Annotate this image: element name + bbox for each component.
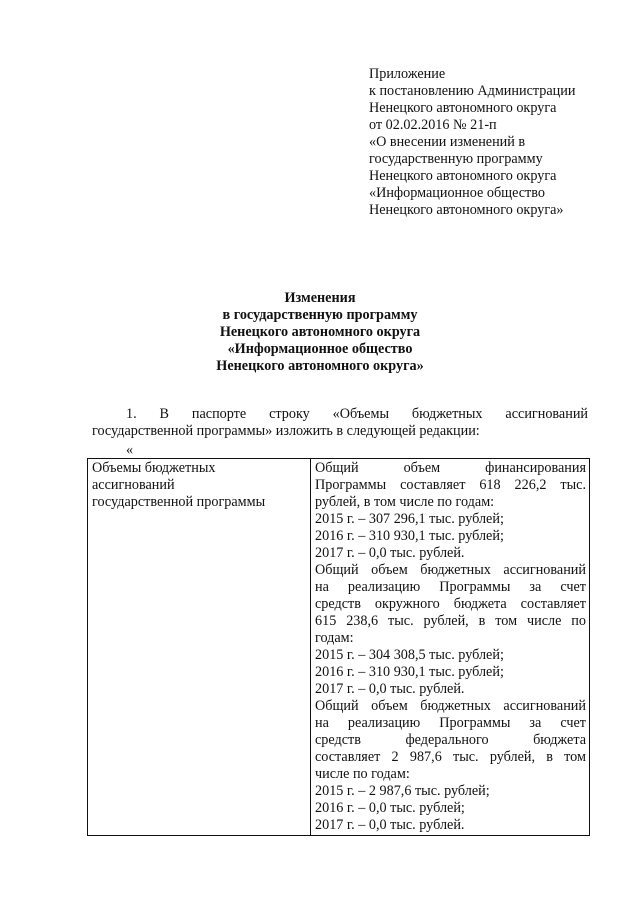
value-line: средств федерального бюджета xyxy=(315,732,586,748)
title-line: «Информационное общество xyxy=(227,341,413,357)
approval-line: государственную программу xyxy=(369,151,543,167)
table-cell-value xyxy=(311,459,590,836)
approval-line: «О внесении изменений в xyxy=(369,134,526,150)
value-line: 2016 г. – 310 930,1 тыс. рублей; xyxy=(315,528,504,544)
value-line: Общий объем бюджетных ассигнований xyxy=(315,698,586,714)
value-line: Общий объем финансирования xyxy=(315,460,586,476)
value-line: 2015 г. – 304 308,5 тыс. рублей; xyxy=(315,647,504,663)
approval-line: Приложение xyxy=(369,66,446,82)
value-line: 615 238,6 тыс. рублей, в том числе по xyxy=(315,613,586,629)
value-line: 2016 г. – 310 930,1 тыс. рублей; xyxy=(315,664,504,680)
title-line: Ненецкого автономного округа» xyxy=(216,358,424,374)
value-line: Общий объем бюджетных ассигнований xyxy=(315,562,586,578)
title-line: Изменения xyxy=(284,290,356,306)
title-line: Ненецкого автономного округа xyxy=(219,324,421,340)
value-line: 2015 г. – 2 987,6 тыс. рублей; xyxy=(315,783,490,799)
paragraph-line: государственной программы» изложить в следующей редакции: xyxy=(92,423,480,439)
label-line: ассигнований xyxy=(92,477,175,493)
table-row xyxy=(88,459,590,836)
approval-line: Ненецкого автономного округа xyxy=(369,100,557,116)
value-line: 2015 г. – 307 296,1 тыс. рублей; xyxy=(315,511,504,527)
table-cell-label xyxy=(88,459,311,836)
value-line: 2016 г. – 0,0 тыс. рублей; xyxy=(315,800,465,816)
value-line: 2017 г. – 0,0 тыс. рублей. xyxy=(315,681,465,697)
label-line: государственной программы xyxy=(92,494,266,510)
value-line: числе по годам: xyxy=(315,766,410,782)
value-line: составляет 2 987,6 тыс. рублей, в том xyxy=(315,749,586,765)
value-line: годам: xyxy=(315,630,354,646)
value-line: рублей, в том числе по годам: xyxy=(315,494,495,510)
approval-line: «Информационное общество xyxy=(369,185,545,201)
approval-line: от 02.02.2016 № 21-п xyxy=(369,117,497,133)
value-line: на реализацию Программы за счет xyxy=(315,715,586,731)
value-line: на реализацию Программы за счет xyxy=(315,579,586,595)
paragraph-line: 1. В паспорте строку «Объемы бюджетных ассигнований xyxy=(126,406,588,422)
opening-quote: « xyxy=(126,442,134,458)
approval-block xyxy=(369,66,619,219)
value-line: средств окружного бюджета составляет xyxy=(315,596,586,612)
approval-line: Ненецкого автономного округа» xyxy=(369,202,564,218)
value-line: 2017 г. – 0,0 тыс. рублей. xyxy=(315,817,465,833)
value-line: 2017 г. – 0,0 тыс. рублей. xyxy=(315,545,465,561)
approval-line: к постановлению Администрации xyxy=(369,83,576,99)
document-title xyxy=(0,290,640,375)
passport-table xyxy=(87,458,590,836)
value-line: Программы составляет 618 226,2 тыс. xyxy=(315,477,586,493)
body-paragraph xyxy=(92,406,588,440)
approval-line: Ненецкого автономного округа xyxy=(369,168,557,184)
label-line: Объемы бюджетных xyxy=(92,460,216,476)
title-line: в государственную программу xyxy=(222,307,418,323)
